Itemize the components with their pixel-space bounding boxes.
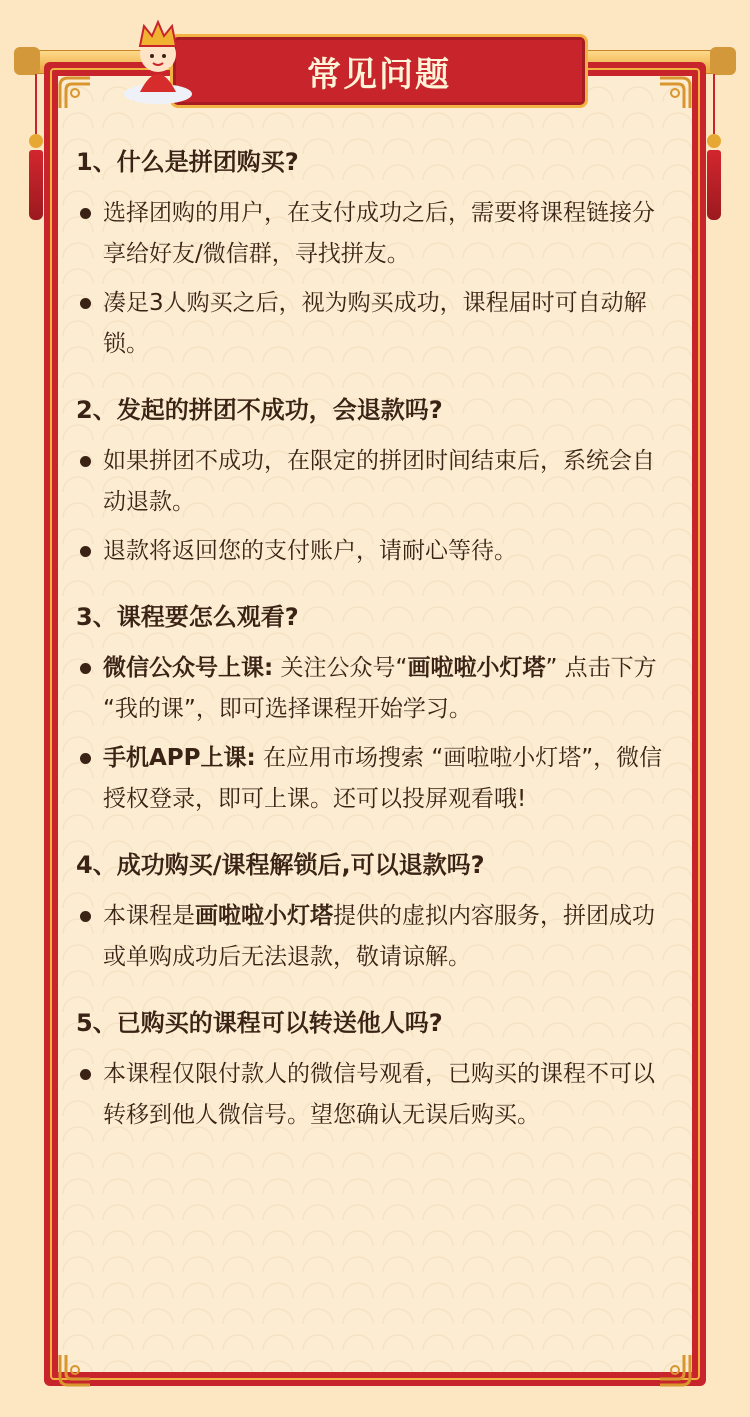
faq-section-1 bbox=[76, 145, 676, 365]
title-banner bbox=[170, 34, 588, 108]
page-title: 常见问题 bbox=[307, 55, 451, 95]
beam-end-right bbox=[710, 47, 736, 75]
faq-answer: 本课程是画啦啦小灯塔提供的虚拟内容服务，拼团成功或单购成功后无法退款，敬请谅解。 bbox=[76, 896, 676, 978]
faq-question: 2、发起的拼团不成功，会退款吗? bbox=[76, 396, 443, 424]
bullet-icon bbox=[80, 1069, 91, 1080]
tassel-left-icon bbox=[28, 74, 44, 220]
faq-section-5 bbox=[76, 1006, 676, 1136]
bullet-icon bbox=[80, 663, 91, 674]
faq-answer: 退款将返回您的支付账户，请耐心等待。 bbox=[76, 531, 676, 572]
faq-section-2 bbox=[76, 393, 676, 572]
corner-ornament-icon bbox=[58, 1353, 92, 1387]
faq-question: 3、课程要怎么观看? bbox=[76, 603, 299, 631]
bullet-icon bbox=[80, 208, 91, 219]
faq-answer: 如果拼团不成功，在限定的拼团时间结束后，系统会自动退款。 bbox=[76, 441, 676, 523]
faq-section-4 bbox=[76, 848, 676, 978]
faq-question: 4、成功购买/课程解锁后,可以退款吗? bbox=[76, 851, 485, 879]
faq-question: 5、已购买的课程可以转送他人吗? bbox=[76, 1009, 443, 1037]
corner-ornament-icon bbox=[58, 76, 92, 110]
bullet-icon bbox=[80, 546, 91, 557]
tang-monk-mascot-icon bbox=[122, 16, 194, 104]
bullet-icon bbox=[80, 911, 91, 922]
faq-answer: 手机APP上课: 在应用市场搜索 “画啦啦小灯塔”，微信授权登录，即可上课。还可以投屏观看哦! bbox=[76, 738, 676, 820]
faq-answer: 微信公众号上课: 关注公众号“画啦啦小灯塔” 点击下方 “我的课”，即可选择课程开始学习。 bbox=[76, 648, 676, 730]
faq-answer: 选择团购的用户，在支付成功之后，需要将课程链接分享给好友/微信群，寻找拼友。 bbox=[76, 193, 676, 275]
faq-question: 1、什么是拼团购买? bbox=[76, 148, 299, 176]
faq-section-3 bbox=[76, 600, 676, 820]
bullet-icon bbox=[80, 753, 91, 764]
faq-content bbox=[76, 145, 676, 1164]
faq-answer: 凑足3人购买之后，视为购买成功，课程届时可自动解锁。 bbox=[76, 283, 676, 365]
corner-ornament-icon bbox=[658, 76, 692, 110]
tassel-right-icon bbox=[706, 74, 722, 220]
corner-ornament-icon bbox=[658, 1353, 692, 1387]
bullet-icon bbox=[80, 456, 91, 467]
beam-end-left bbox=[14, 47, 40, 75]
faq-answer: 本课程仅限付款人的微信号观看，已购买的课程不可以转移到他人微信号。望您确认无误后购买。 bbox=[76, 1054, 676, 1136]
bullet-icon bbox=[80, 298, 91, 309]
